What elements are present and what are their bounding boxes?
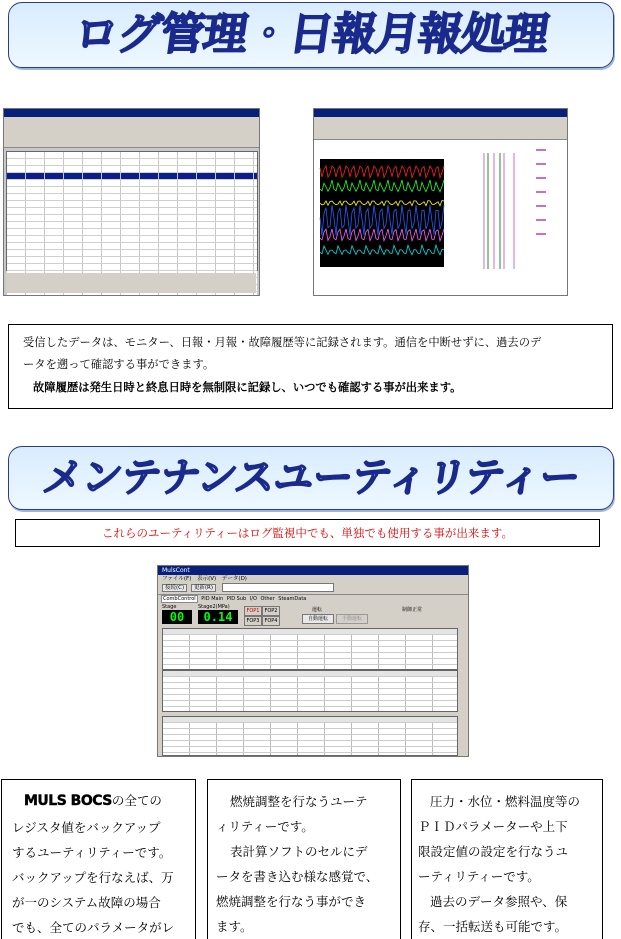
run-label: 運転 [312, 607, 323, 613]
fop3-button[interactable]: FOP3 [244, 616, 262, 626]
combustion-line-3: 表計算ソフトのセルにデ [230, 844, 368, 859]
stage-label: Stage [162, 604, 177, 610]
menu-data[interactable]: データ(D) [221, 576, 247, 582]
parameter-grid-bottom[interactable] [162, 716, 458, 756]
stage-display: 00 [162, 610, 192, 624]
log-description-line-1: 受信したデータは、モニター、日報・月報・故障履歴等に記録されます。通信を中断せずに、過去のデ [23, 336, 542, 349]
banner-maintenance-utility [8, 446, 614, 510]
backup-line-4: バックアップを行なえば、万 [12, 870, 174, 885]
stage2-display: 0.14 [198, 610, 238, 624]
pid-line-4: ーティリティーです。 [418, 869, 540, 884]
log-description-box [8, 324, 613, 409]
update-button[interactable]: 更新(R) [191, 584, 216, 592]
auto-run-button[interactable]: 自動運転 [302, 614, 334, 624]
pid-line-6: 存、一括転送も可能です。 [418, 919, 568, 934]
parameter-grid-top[interactable] [162, 628, 458, 670]
fop2-button[interactable]: FOP2 [262, 606, 280, 616]
backup-line-6: でも、全てのパラメータがレ [12, 920, 175, 935]
combustion-utility-box [207, 779, 401, 939]
banner-log-management [8, 2, 614, 68]
backup-line-2: レジスタ値をバックアップ [12, 820, 161, 835]
window-title: MulsCont [162, 567, 190, 574]
banner-title: メンテナンスユーティリティー [39, 455, 583, 501]
trend-chart-screenshot [313, 108, 568, 296]
banner-title: ログ管理・日報月報処理 [70, 9, 552, 60]
combustion-line-5: 燃焼調整を行なう事ができ [216, 894, 367, 909]
menu-file[interactable]: ファイル(F) [162, 576, 192, 582]
combustion-line-1: 燃焼調整を行なうユーテ [230, 794, 368, 809]
tab-steamdata[interactable]: SteamData [278, 596, 307, 602]
stage2-label: Stage2(MPa) [198, 604, 230, 610]
tab-pid-sub[interactable]: PID Sub [226, 596, 247, 602]
backup-line-1: の全ての [111, 793, 162, 808]
fop1-button[interactable]: FOP1 [244, 606, 262, 616]
backup-line-5: が一のシステム故障の場合 [12, 895, 161, 910]
connect-button[interactable]: 接続(C) [162, 584, 187, 592]
tab-pid-main[interactable]: PID Main [201, 596, 224, 602]
fop4-button[interactable]: FOP4 [262, 616, 280, 626]
combustion-line-4: ータを書き込む様な感覚で、 [216, 869, 379, 884]
menu-view[interactable]: 表示(V) [197, 576, 217, 582]
mulscont-window [157, 565, 469, 757]
combustion-line-6: ます。 [216, 919, 253, 934]
pid-line-2: ＰＩＤパラメーターや上下 [418, 819, 568, 834]
pid-line-5: 過去のデータ参照や、保 [430, 894, 568, 909]
parameter-grid-middle[interactable] [162, 670, 458, 712]
pid-utility-box [411, 779, 603, 939]
tab-other[interactable]: Other [260, 596, 275, 602]
backup-utility-box [1, 779, 196, 939]
log-description-bold: 故障履歴は発生日時と終息日時を無制限に記録し、いつでも確認する事が出来ます。 [33, 380, 462, 394]
pid-line-1: 圧力・水位・燃料温度等の [430, 794, 581, 809]
tab-combcontrol[interactable]: CombControl [163, 596, 196, 602]
backup-line-3: するユーティリティーです。 [12, 845, 172, 860]
trend-graph [314, 141, 567, 291]
utility-note-box [15, 519, 600, 547]
log-table-screenshot [3, 108, 260, 296]
manual-run-button[interactable]: 手動運転 [336, 614, 368, 624]
brand-name: MULS BOCS [24, 793, 112, 809]
log-description-line-2: ータを遡って確認する事ができます。 [23, 358, 215, 371]
control-status: 制御正常 [402, 607, 423, 613]
pid-line-3: 限設定値の設定を行なうユ [418, 844, 569, 859]
tab-io[interactable]: I/O [249, 596, 257, 602]
utility-note: これらのユーティリティーはログ監視中でも、単独でも使用する事が出来ます。 [101, 526, 513, 540]
combustion-line-2: ィリティーです。 [216, 819, 314, 834]
